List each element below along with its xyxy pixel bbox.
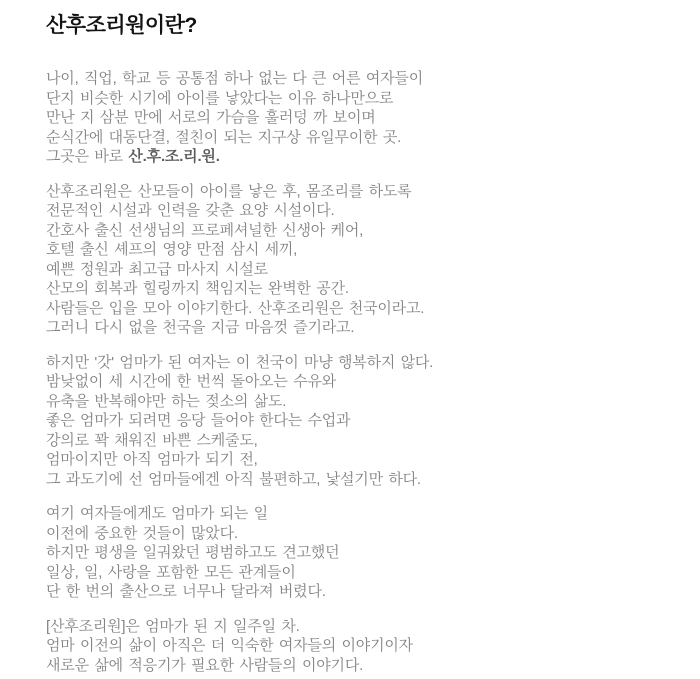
text-line: 여기 여자들에게도 엄마가 되는 일 [46, 505, 268, 523]
text-line: 그 과도기에 선 엄마들에겐 아직 불편하고, 낯설기만 하다. [46, 470, 421, 488]
text-line: 산모의 회복과 힐링까지 책임지는 완벽한 공간. [46, 280, 349, 298]
text-line: 나이, 직업, 학교 등 공통점 하나 없는 다 큰 어른 여자들이 [46, 70, 423, 88]
synopsis-paragraph-3 [46, 353, 670, 490]
text-line: 순식간에 대동단결, 절친이 되는 지구상 유일무이한 곳. [46, 128, 402, 146]
text-line: 엄마이지만 아직 엄마가 되기 전, [46, 451, 258, 469]
text-line: 사람들은 입을 모아 이야기한다. 산후조리원은 천국이라고. [46, 299, 425, 317]
text-line: [산후조리원]은 엄마가 된 지 일주일 차. [46, 617, 300, 635]
emphasis-prefix: 그곳은 바로 [46, 148, 129, 166]
synopsis-paragraph-4 [46, 504, 670, 602]
text-line: 엄마 이전의 삶이 아직은 더 익숙한 여자들의 이야기이자 [46, 637, 413, 655]
page-title: 산후조리원이란? [46, 14, 197, 37]
emphasis-bold-text: 산.후.조.리.원. [128, 148, 220, 166]
synopsis-paragraph-5 [46, 617, 670, 676]
text-line: 하지만 평생을 일궈왔던 평범하고도 견고했던 [46, 544, 340, 562]
text-line: 산후조리원은 산모들이 아이를 낳은 후, 몸조리를 하도록 [46, 182, 412, 200]
text-line: 좋은 엄마가 되려면 응당 들어야 한다는 수업과 [46, 412, 351, 430]
text-line: 하지만 '갓' 엄마가 된 여자는 이 천국이 마냥 행복하지 않다. [46, 353, 434, 371]
text-line: 밤낮없이 세 시간에 한 번씩 돌아오는 수유와 [46, 373, 337, 391]
text-line: 예쁜 정원과 최고급 마사지 시설로 [46, 260, 268, 278]
text-line: 이전에 중요한 것들이 많았다. [46, 524, 238, 542]
text-line: 그러니 다시 없을 천국을 지금 마음껏 즐기라고. [46, 319, 355, 337]
synopsis-paragraph-2 [46, 182, 670, 338]
synopsis-paragraph-1 [46, 69, 670, 167]
text-line: 일상, 일, 사랑을 포함한 모든 관계들이 [46, 563, 296, 581]
text-line: 강의로 꽉 채워진 바쁜 스케줄도, [46, 431, 258, 449]
synopsis-body [46, 69, 670, 675]
text-line: 전문적인 시설과 인력을 갖춘 요양 시설이다. [46, 202, 335, 220]
text-line: 호텔 출신 셰프의 영양 만점 삼시 세끼, [46, 241, 298, 259]
text-line: 간호사 출신 선생님의 프로페셔널한 신생아 케어, [46, 221, 364, 239]
text-line: 단 한 번의 출산으로 너무나 달라져 버렸다. [46, 583, 326, 601]
text-line-emphasis [46, 147, 670, 167]
text-line: 단지 비슷한 시기에 아이를 낳았다는 이유 하나만으로 [46, 89, 394, 107]
text-line: 만난 지 삼분 만에 서로의 가슴을 훌러덩 까 보이며 [46, 109, 376, 127]
text-line: 유축을 반복해야만 하는 젖소의 삶도. [46, 392, 287, 410]
text-line: 새로운 삶에 적응기가 필요한 사람들의 이야기다. [46, 656, 364, 674]
